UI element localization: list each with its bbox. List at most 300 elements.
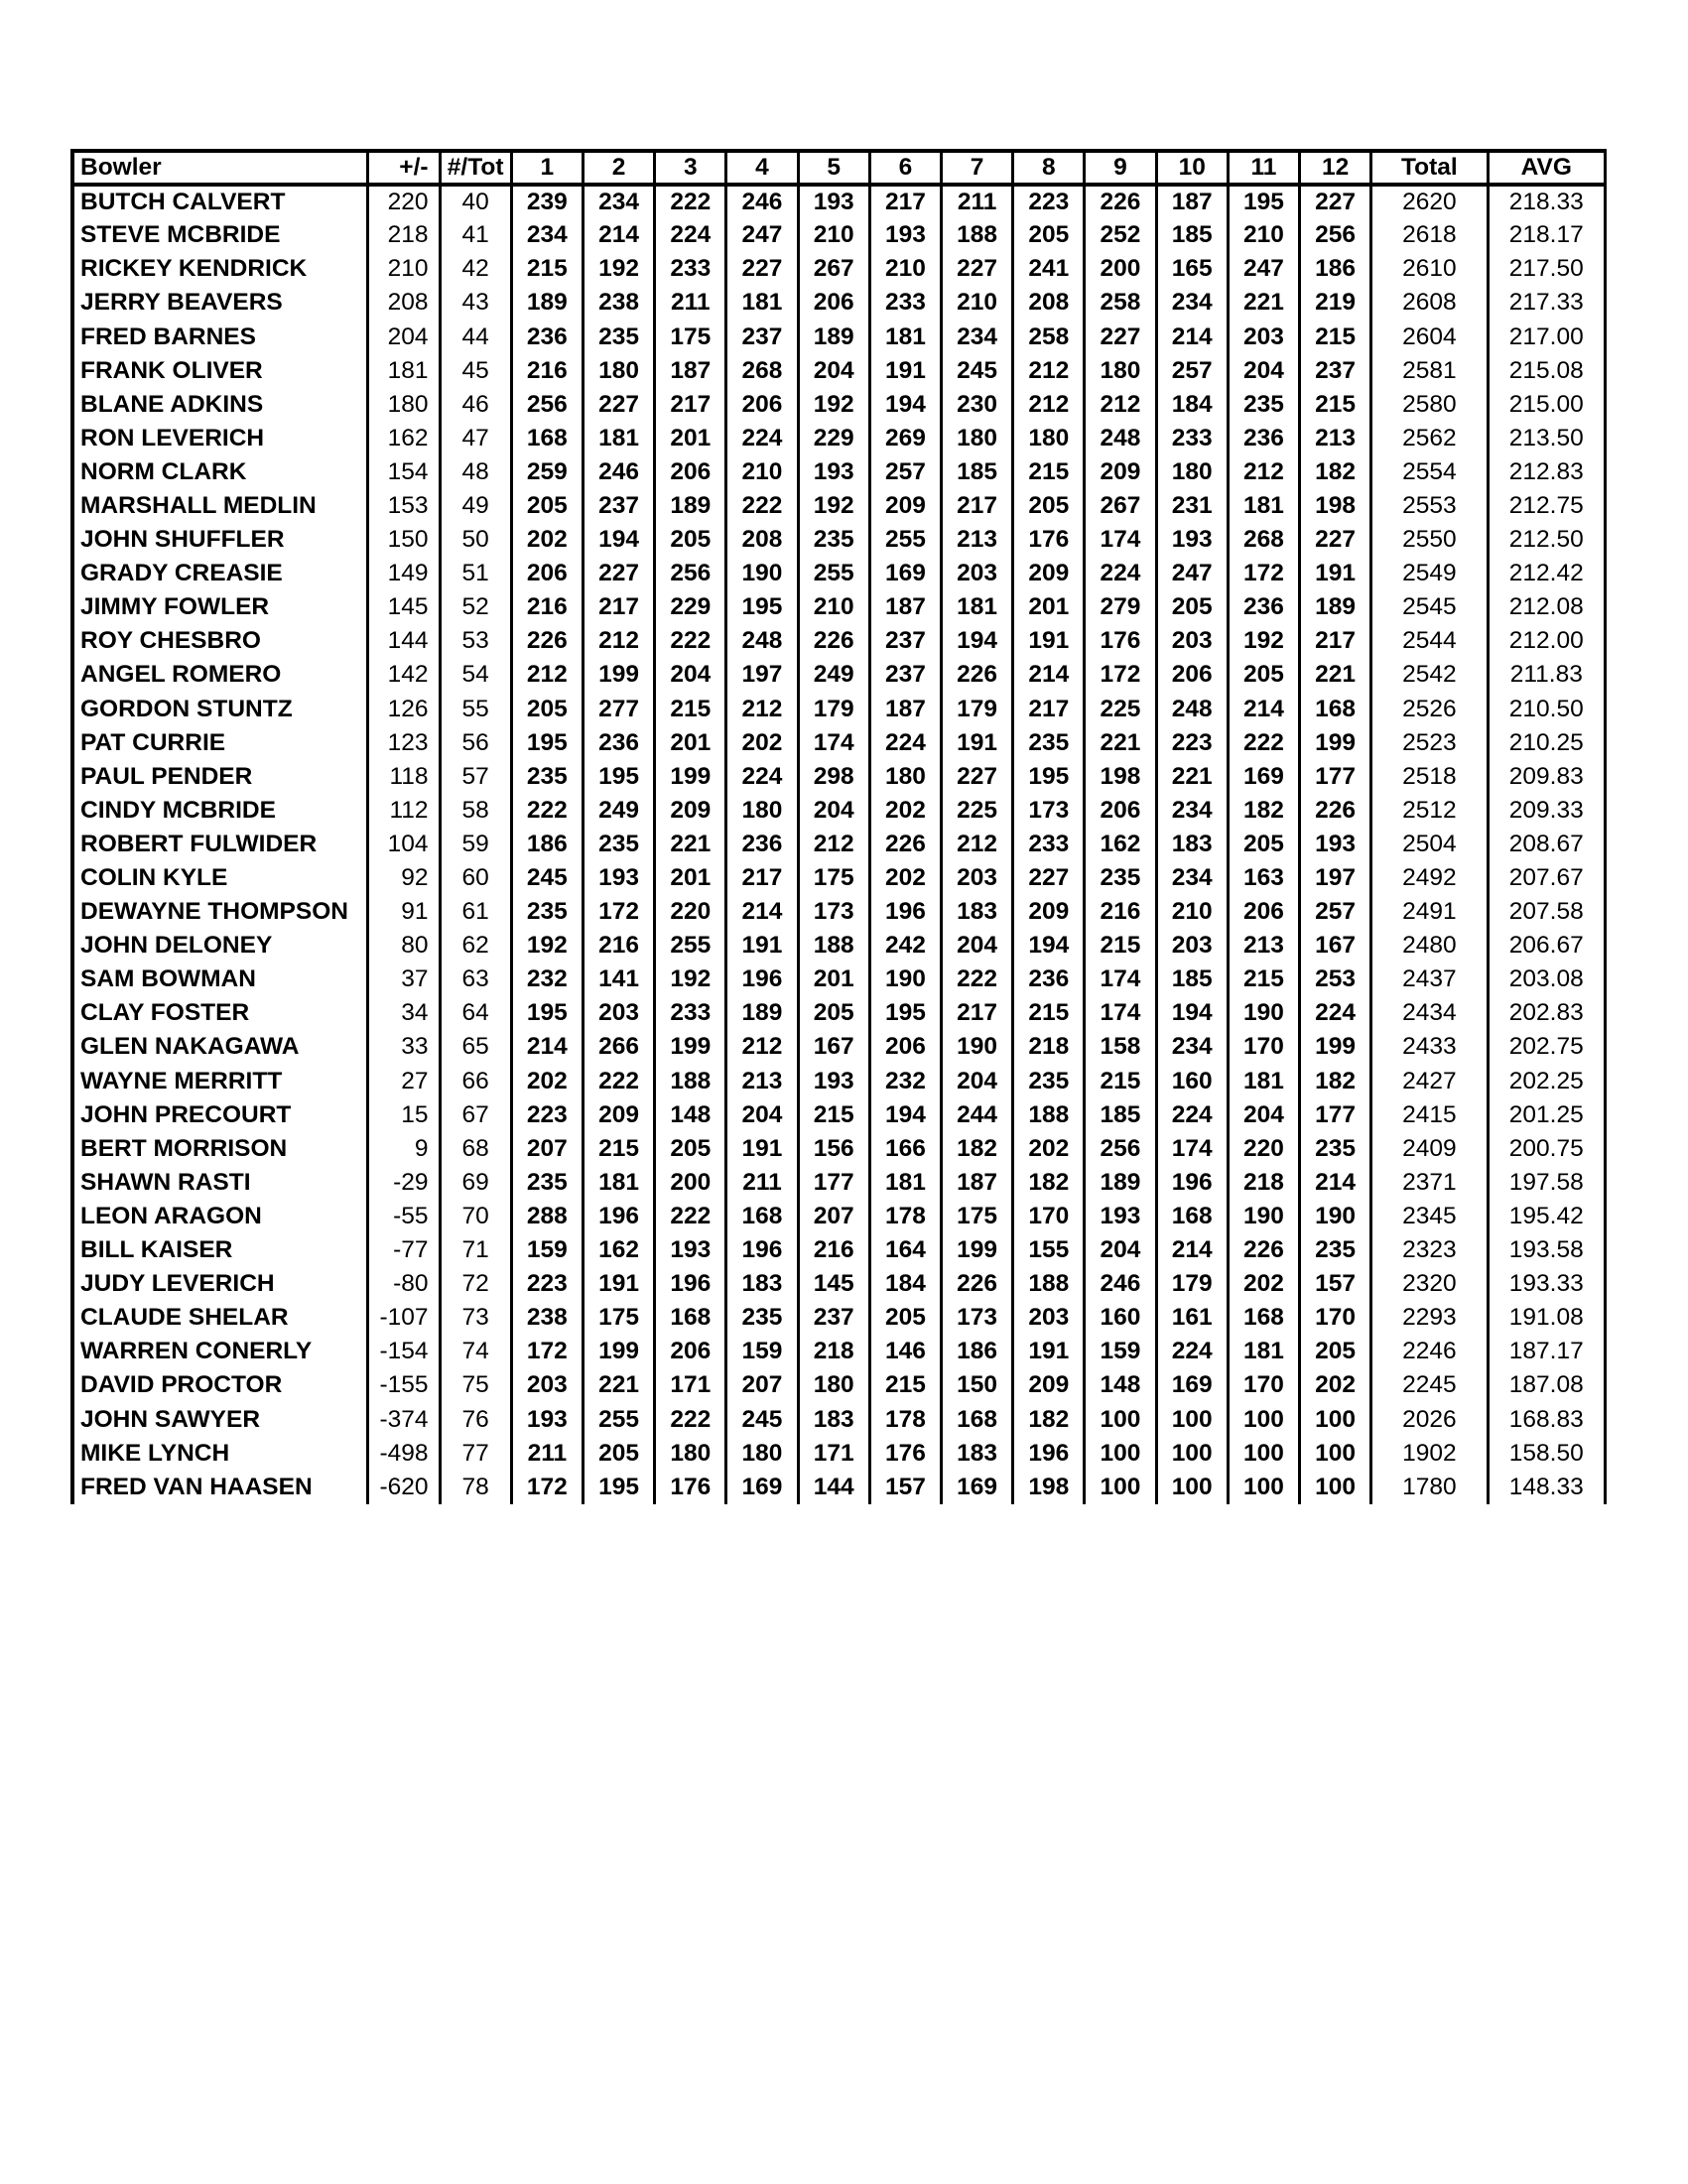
cell-game-9: 100 (1085, 1471, 1156, 1504)
cell-game-5: 210 (798, 218, 869, 252)
cell-game-5: 183 (798, 1402, 869, 1436)
cell-game-6: 195 (869, 996, 941, 1030)
cell-game-9: 193 (1085, 1200, 1156, 1233)
cell-game-12: 197 (1300, 861, 1371, 895)
table-row (72, 422, 1606, 455)
cell-game-9: 221 (1085, 726, 1156, 760)
cell-game-11: 204 (1228, 1098, 1299, 1132)
cell-game-10: 221 (1156, 760, 1228, 794)
cell-game-9: 100 (1085, 1437, 1156, 1471)
cell-game-11: 182 (1228, 794, 1299, 828)
cell-average: 218.33 (1488, 185, 1605, 218)
cell-game-5: 175 (798, 861, 869, 895)
cell-average: 158.50 (1488, 1437, 1605, 1471)
cell-total: 2371 (1371, 1166, 1488, 1200)
cell-game-3: 171 (655, 1368, 726, 1402)
cell-game-7: 211 (941, 185, 1012, 218)
cell-bowler: SAM BOWMAN (72, 963, 368, 996)
cell-game-6: 194 (869, 1098, 941, 1132)
column-header-bowler: Bowler (72, 151, 368, 185)
cell-number-total: 53 (440, 624, 511, 658)
cell-game-5: 204 (798, 354, 869, 388)
cell-number-total: 71 (440, 1233, 511, 1267)
cell-game-11: 212 (1228, 455, 1299, 489)
cell-plus-minus: 126 (368, 693, 440, 726)
cell-game-3: 187 (655, 354, 726, 388)
cell-game-11: 214 (1228, 693, 1299, 726)
cell-game-4: 247 (726, 218, 798, 252)
column-header-average: AVG (1488, 151, 1605, 185)
column-header-game-5: 5 (798, 151, 869, 185)
cell-game-11: 100 (1228, 1437, 1299, 1471)
cell-game-9: 172 (1085, 658, 1156, 692)
cell-game-12: 177 (1300, 1098, 1371, 1132)
cell-game-8: 236 (1013, 963, 1085, 996)
cell-game-9: 176 (1085, 624, 1156, 658)
cell-game-7: 180 (941, 422, 1012, 455)
cell-game-10: 224 (1156, 1335, 1228, 1368)
cell-game-2: 199 (583, 658, 654, 692)
cell-plus-minus: 27 (368, 1065, 440, 1098)
cell-bowler: JOHN SAWYER (72, 1402, 368, 1436)
column-header-game-9: 9 (1085, 151, 1156, 185)
cell-game-7: 222 (941, 963, 1012, 996)
cell-game-10: 100 (1156, 1402, 1228, 1436)
cell-number-total: 64 (440, 996, 511, 1030)
cell-game-9: 200 (1085, 252, 1156, 286)
cell-bowler: RICKEY KENDRICK (72, 252, 368, 286)
cell-game-8: 196 (1013, 1437, 1085, 1471)
cell-average: 210.50 (1488, 693, 1605, 726)
cell-game-1: 235 (511, 895, 583, 929)
cell-game-10: 165 (1156, 252, 1228, 286)
cell-game-11: 218 (1228, 1166, 1299, 1200)
cell-game-10: 161 (1156, 1301, 1228, 1335)
cell-game-8: 155 (1013, 1233, 1085, 1267)
cell-game-6: 187 (869, 693, 941, 726)
cell-bowler: DEWAYNE THOMPSON (72, 895, 368, 929)
cell-game-3: 229 (655, 590, 726, 624)
cell-game-7: 204 (941, 929, 1012, 963)
cell-game-11: 235 (1228, 388, 1299, 422)
cell-game-4: 206 (726, 388, 798, 422)
cell-game-6: 178 (869, 1200, 941, 1233)
cell-game-1: 216 (511, 354, 583, 388)
cell-game-2: 141 (583, 963, 654, 996)
cell-game-9: 267 (1085, 489, 1156, 523)
cell-plus-minus: 153 (368, 489, 440, 523)
cell-total: 2409 (1371, 1132, 1488, 1166)
cell-game-11: 170 (1228, 1368, 1299, 1402)
table-row (72, 996, 1606, 1030)
cell-game-1: 256 (511, 388, 583, 422)
cell-game-2: 199 (583, 1335, 654, 1368)
cell-game-9: 148 (1085, 1368, 1156, 1402)
cell-game-4: 213 (726, 1065, 798, 1098)
cell-total: 2434 (1371, 996, 1488, 1030)
cell-game-8: 227 (1013, 861, 1085, 895)
cell-game-5: 167 (798, 1030, 869, 1064)
cell-number-total: 52 (440, 590, 511, 624)
cell-game-4: 268 (726, 354, 798, 388)
table-body (72, 185, 1606, 1504)
cell-game-5: 193 (798, 185, 869, 218)
cell-bowler: STEVE MCBRIDE (72, 218, 368, 252)
cell-number-total: 68 (440, 1132, 511, 1166)
cell-game-3: 233 (655, 252, 726, 286)
cell-bowler: JUDY LEVERICH (72, 1267, 368, 1301)
cell-game-8: 191 (1013, 1335, 1085, 1368)
cell-game-11: 181 (1228, 489, 1299, 523)
cell-game-3: 189 (655, 489, 726, 523)
cell-game-3: 188 (655, 1065, 726, 1098)
cell-average: 207.58 (1488, 895, 1605, 929)
table-row (72, 1132, 1606, 1166)
cell-number-total: 58 (440, 794, 511, 828)
cell-game-12: 217 (1300, 624, 1371, 658)
cell-game-1: 195 (511, 996, 583, 1030)
cell-game-11: 190 (1228, 996, 1299, 1030)
cell-game-10: 169 (1156, 1368, 1228, 1402)
cell-game-6: 194 (869, 388, 941, 422)
cell-game-9: 248 (1085, 422, 1156, 455)
cell-game-9: 279 (1085, 590, 1156, 624)
cell-number-total: 54 (440, 658, 511, 692)
cell-game-8: 241 (1013, 252, 1085, 286)
cell-game-6: 180 (869, 760, 941, 794)
cell-game-4: 196 (726, 963, 798, 996)
cell-game-11: 247 (1228, 252, 1299, 286)
cell-game-3: 222 (655, 185, 726, 218)
cell-game-6: 233 (869, 286, 941, 320)
cell-game-12: 219 (1300, 286, 1371, 320)
cell-bowler: MARSHALL MEDLIN (72, 489, 368, 523)
cell-game-6: 146 (869, 1335, 941, 1368)
cell-plus-minus: 37 (368, 963, 440, 996)
cell-game-11: 181 (1228, 1065, 1299, 1098)
cell-game-2: 249 (583, 794, 654, 828)
cell-game-1: 215 (511, 252, 583, 286)
cell-game-12: 215 (1300, 388, 1371, 422)
cell-game-7: 183 (941, 895, 1012, 929)
cell-average: 210.25 (1488, 726, 1605, 760)
cell-game-10: 203 (1156, 624, 1228, 658)
cell-game-9: 258 (1085, 286, 1156, 320)
cell-game-9: 246 (1085, 1267, 1156, 1301)
cell-game-9: 226 (1085, 185, 1156, 218)
cell-game-11: 169 (1228, 760, 1299, 794)
cell-average: 203.08 (1488, 963, 1605, 996)
cell-bowler: GRADY CREASIE (72, 557, 368, 590)
cell-game-4: 217 (726, 861, 798, 895)
cell-plus-minus: -620 (368, 1471, 440, 1504)
cell-game-9: 212 (1085, 388, 1156, 422)
cell-plus-minus: 80 (368, 929, 440, 963)
table-row (72, 557, 1606, 590)
cell-game-5: 173 (798, 895, 869, 929)
cell-game-12: 190 (1300, 1200, 1371, 1233)
column-header-game-11: 11 (1228, 151, 1299, 185)
table-row (72, 760, 1606, 794)
cell-game-2: 181 (583, 1166, 654, 1200)
cell-game-7: 186 (941, 1335, 1012, 1368)
cell-game-4: 190 (726, 557, 798, 590)
cell-game-8: 218 (1013, 1030, 1085, 1064)
cell-game-11: 181 (1228, 1335, 1299, 1368)
cell-total: 1902 (1371, 1437, 1488, 1471)
cell-plus-minus: 154 (368, 455, 440, 489)
cell-bowler: ANGEL ROMERO (72, 658, 368, 692)
cell-total: 2545 (1371, 590, 1488, 624)
cell-game-5: 204 (798, 794, 869, 828)
cell-game-2: 175 (583, 1301, 654, 1335)
column-header-game-8: 8 (1013, 151, 1085, 185)
cell-plus-minus: 118 (368, 760, 440, 794)
table-row (72, 861, 1606, 895)
cell-game-6: 166 (869, 1132, 941, 1166)
cell-game-10: 234 (1156, 794, 1228, 828)
cell-game-2: 214 (583, 218, 654, 252)
table-row (72, 794, 1606, 828)
cell-game-7: 245 (941, 354, 1012, 388)
cell-game-7: 212 (941, 828, 1012, 861)
cell-game-6: 169 (869, 557, 941, 590)
cell-game-3: 205 (655, 523, 726, 557)
cell-total: 2542 (1371, 658, 1488, 692)
cell-game-6: 242 (869, 929, 941, 963)
cell-bowler: JOHN SHUFFLER (72, 523, 368, 557)
cell-game-4: 191 (726, 1132, 798, 1166)
cell-game-12: 189 (1300, 590, 1371, 624)
cell-game-5: 207 (798, 1200, 869, 1233)
cell-game-1: 195 (511, 726, 583, 760)
cell-number-total: 59 (440, 828, 511, 861)
cell-game-4: 227 (726, 252, 798, 286)
cell-game-6: 178 (869, 1402, 941, 1436)
cell-game-1: 207 (511, 1132, 583, 1166)
cell-game-9: 256 (1085, 1132, 1156, 1166)
cell-game-11: 172 (1228, 557, 1299, 590)
cell-game-6: 196 (869, 895, 941, 929)
cell-game-11: 168 (1228, 1301, 1299, 1335)
cell-game-6: 187 (869, 590, 941, 624)
cell-game-1: 232 (511, 963, 583, 996)
cell-game-11: 192 (1228, 624, 1299, 658)
cell-game-2: 193 (583, 861, 654, 895)
cell-number-total: 42 (440, 252, 511, 286)
table-row (72, 252, 1606, 286)
cell-game-3: 256 (655, 557, 726, 590)
cell-number-total: 44 (440, 320, 511, 353)
cell-game-4: 235 (726, 1301, 798, 1335)
cell-game-12: 168 (1300, 693, 1371, 726)
cell-game-7: 203 (941, 557, 1012, 590)
cell-game-1: 193 (511, 1402, 583, 1436)
cell-total: 2437 (1371, 963, 1488, 996)
cell-plus-minus: 208 (368, 286, 440, 320)
cell-number-total: 78 (440, 1471, 511, 1504)
cell-game-8: 215 (1013, 996, 1085, 1030)
cell-bowler: JOHN PRECOURT (72, 1098, 368, 1132)
cell-bowler: GLEN NAKAGAWA (72, 1030, 368, 1064)
cell-plus-minus: -498 (368, 1437, 440, 1471)
cell-game-1: 239 (511, 185, 583, 218)
cell-average: 217.33 (1488, 286, 1605, 320)
cell-game-5: 212 (798, 828, 869, 861)
cell-plus-minus: 34 (368, 996, 440, 1030)
cell-game-7: 182 (941, 1132, 1012, 1166)
cell-game-6: 190 (869, 963, 941, 996)
cell-game-5: 192 (798, 388, 869, 422)
cell-game-4: 180 (726, 794, 798, 828)
cell-game-5: 174 (798, 726, 869, 760)
cell-game-5: 144 (798, 1471, 869, 1504)
cell-game-11: 215 (1228, 963, 1299, 996)
cell-game-11: 202 (1228, 1267, 1299, 1301)
table-header-row (72, 151, 1606, 185)
cell-game-3: 206 (655, 1335, 726, 1368)
cell-game-2: 212 (583, 624, 654, 658)
cell-game-4: 248 (726, 624, 798, 658)
cell-game-12: 182 (1300, 1065, 1371, 1098)
cell-game-12: 170 (1300, 1301, 1371, 1335)
cell-game-8: 258 (1013, 320, 1085, 353)
cell-game-5: 189 (798, 320, 869, 353)
cell-bowler: ROBERT FULWIDER (72, 828, 368, 861)
cell-game-1: 172 (511, 1335, 583, 1368)
cell-game-7: 188 (941, 218, 1012, 252)
bowler-standings-table (70, 149, 1607, 1504)
cell-bowler: NORM CLARK (72, 455, 368, 489)
cell-game-1: 159 (511, 1233, 583, 1267)
cell-game-11: 206 (1228, 895, 1299, 929)
cell-game-10: 206 (1156, 658, 1228, 692)
cell-average: 212.00 (1488, 624, 1605, 658)
cell-game-8: 214 (1013, 658, 1085, 692)
cell-game-9: 180 (1085, 354, 1156, 388)
cell-total: 2345 (1371, 1200, 1488, 1233)
cell-game-10: 183 (1156, 828, 1228, 861)
cell-game-2: 234 (583, 185, 654, 218)
cell-game-11: 163 (1228, 861, 1299, 895)
cell-plus-minus: 145 (368, 590, 440, 624)
cell-number-total: 60 (440, 861, 511, 895)
cell-game-11: 220 (1228, 1132, 1299, 1166)
cell-bowler: FRED BARNES (72, 320, 368, 353)
column-header-game-4: 4 (726, 151, 798, 185)
cell-total: 2246 (1371, 1335, 1488, 1368)
cell-game-10: 214 (1156, 1233, 1228, 1267)
column-header-game-12: 12 (1300, 151, 1371, 185)
cell-total: 2549 (1371, 557, 1488, 590)
cell-game-6: 224 (869, 726, 941, 760)
table-row (72, 1233, 1606, 1267)
cell-plus-minus: 150 (368, 523, 440, 557)
cell-game-6: 215 (869, 1368, 941, 1402)
cell-game-2: 209 (583, 1098, 654, 1132)
table-row (72, 828, 1606, 861)
cell-game-1: 189 (511, 286, 583, 320)
cell-game-8: 209 (1013, 557, 1085, 590)
cell-game-10: 223 (1156, 726, 1228, 760)
cell-bowler: BUTCH CALVERT (72, 185, 368, 218)
cell-plus-minus: 180 (368, 388, 440, 422)
cell-game-5: 298 (798, 760, 869, 794)
cell-number-total: 46 (440, 388, 511, 422)
cell-total: 2245 (1371, 1368, 1488, 1402)
cell-plus-minus: 104 (368, 828, 440, 861)
table-row (72, 1098, 1606, 1132)
cell-game-8: 205 (1013, 489, 1085, 523)
cell-number-total: 70 (440, 1200, 511, 1233)
cell-game-6: 210 (869, 252, 941, 286)
cell-average: 212.08 (1488, 590, 1605, 624)
cell-game-7: 168 (941, 1402, 1012, 1436)
cell-plus-minus: 123 (368, 726, 440, 760)
cell-game-3: 224 (655, 218, 726, 252)
cell-total: 2518 (1371, 760, 1488, 794)
cell-number-total: 77 (440, 1437, 511, 1471)
cell-game-6: 202 (869, 794, 941, 828)
cell-game-8: 235 (1013, 726, 1085, 760)
cell-game-11: 190 (1228, 1200, 1299, 1233)
cell-game-10: 185 (1156, 218, 1228, 252)
cell-game-10: 234 (1156, 861, 1228, 895)
cell-average: 212.75 (1488, 489, 1605, 523)
cell-game-5: 205 (798, 996, 869, 1030)
cell-average: 209.33 (1488, 794, 1605, 828)
cell-game-9: 206 (1085, 794, 1156, 828)
table-row (72, 388, 1606, 422)
cell-game-6: 184 (869, 1267, 941, 1301)
cell-game-7: 175 (941, 1200, 1012, 1233)
cell-game-12: 215 (1300, 320, 1371, 353)
column-header-game-1: 1 (511, 151, 583, 185)
cell-game-6: 157 (869, 1471, 941, 1504)
cell-total: 2554 (1371, 455, 1488, 489)
cell-game-2: 221 (583, 1368, 654, 1402)
cell-game-11: 268 (1228, 523, 1299, 557)
cell-game-3: 217 (655, 388, 726, 422)
table-row (72, 693, 1606, 726)
cell-game-10: 205 (1156, 590, 1228, 624)
table-row (72, 1402, 1606, 1436)
cell-game-11: 170 (1228, 1030, 1299, 1064)
cell-average: 195.42 (1488, 1200, 1605, 1233)
cell-game-9: 204 (1085, 1233, 1156, 1267)
cell-game-5: 249 (798, 658, 869, 692)
cell-game-6: 226 (869, 828, 941, 861)
cell-game-4: 237 (726, 320, 798, 353)
cell-plus-minus: 91 (368, 895, 440, 929)
cell-game-2: 215 (583, 1132, 654, 1166)
cell-average: 191.08 (1488, 1301, 1605, 1335)
cell-total: 2544 (1371, 624, 1488, 658)
cell-game-5: 218 (798, 1335, 869, 1368)
cell-average: 148.33 (1488, 1471, 1605, 1504)
cell-game-12: 237 (1300, 354, 1371, 388)
cell-game-5: 226 (798, 624, 869, 658)
column-header-game-3: 3 (655, 151, 726, 185)
cell-game-1: 186 (511, 828, 583, 861)
cell-game-2: 266 (583, 1030, 654, 1064)
cell-game-2: 235 (583, 828, 654, 861)
cell-game-8: 194 (1013, 929, 1085, 963)
cell-game-8: 195 (1013, 760, 1085, 794)
cell-game-8: 233 (1013, 828, 1085, 861)
cell-number-total: 61 (440, 895, 511, 929)
cell-game-6: 206 (869, 1030, 941, 1064)
